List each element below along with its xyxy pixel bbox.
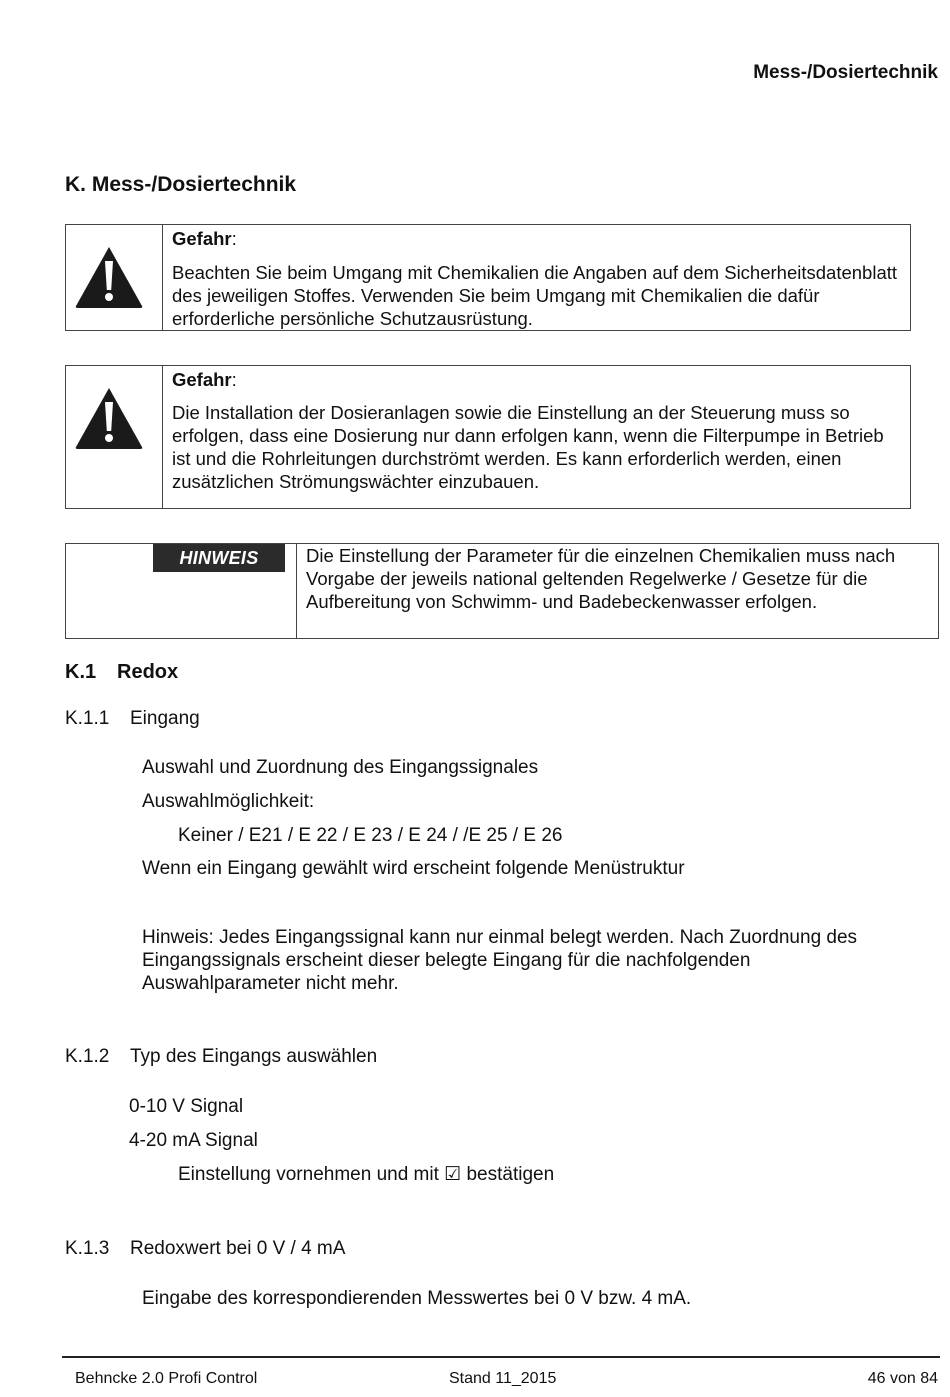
k12-option-2: 4-20 mA Signal bbox=[129, 1130, 258, 1151]
heading-k13-title: Redoxwert bei 0 V / 4 mA bbox=[130, 1238, 346, 1259]
k13-text: Eingabe des korrespondierenden Messwertes bei 0 V bzw. 4 mA. bbox=[142, 1288, 692, 1309]
heading-k12-number: K.1.2 bbox=[65, 1046, 110, 1067]
warning-box-1 bbox=[65, 224, 911, 331]
heading-k13-number: K.1.3 bbox=[65, 1238, 110, 1259]
heading-k1-title: Redox bbox=[117, 661, 179, 683]
k11-line-1: Auswahl und Zuordnung des Eingangssignales bbox=[142, 757, 539, 778]
notice-badge: HINWEIS bbox=[153, 544, 285, 572]
notice-label-cell bbox=[66, 544, 297, 638]
k11-line-2: Auswahlmöglichkeit: bbox=[142, 791, 315, 812]
footer-divider bbox=[62, 1356, 940, 1358]
heading-k11-number: K.1.1 bbox=[65, 708, 110, 729]
k11-options: Keiner / E21 / E 22 / E 23 / E 24 / /E 25 / E 26 bbox=[178, 825, 563, 846]
k12-option-1: 0-10 V Signal bbox=[129, 1096, 244, 1117]
warning-icon-cell bbox=[66, 366, 163, 508]
warning-box-2 bbox=[65, 365, 911, 509]
page-header-title: Mess-/Dosiertechnik bbox=[753, 62, 938, 83]
warning-text: Beachten Sie beim Umgang mit Chemikalien die Angaben auf dem Sicherheitsdatenblatt des jeweiligen Stoffes. Verwenden Sie beim Umgang mit Chemikalien die dafür erforderliche persönliche Schutzausrüstung. bbox=[172, 262, 898, 329]
warning-triangle-icon bbox=[74, 386, 144, 450]
warning-triangle-icon bbox=[74, 245, 144, 309]
k12-confirm: Einstellung vornehmen und mit ☑ bestätigen bbox=[178, 1164, 555, 1185]
notice-text: Die Einstellung der Parameter für die einzelnen Chemikalien muss nach Vorgabe der jeweils national geltenden Regelwerke / Gesetze für die Aufbereitung von Schwimm- und Badebeckenwasser erfolgen. bbox=[306, 545, 896, 612]
heading-k12-title: Typ des Eingangs auswählen bbox=[130, 1046, 378, 1067]
warning-label: Gefahr: bbox=[172, 228, 237, 249]
section-title: K. Mess-/Dosiertechnik bbox=[65, 173, 297, 196]
footer-page-number: 46 von 84 bbox=[867, 1370, 938, 1387]
heading-k1-number: K.1 bbox=[65, 661, 97, 683]
k11-line-3: Wenn ein Eingang gewählt wird erscheint folgende Menüstruktur bbox=[142, 858, 685, 879]
warning-label: Gefahr: bbox=[172, 369, 237, 390]
footer-left: Behncke 2.0 Profi Control bbox=[75, 1370, 258, 1387]
warning-icon-cell bbox=[66, 225, 163, 330]
footer-center: Stand 11_2015 bbox=[449, 1370, 557, 1387]
notice-box bbox=[65, 543, 939, 639]
warning-text: Die Installation der Dosieranlagen sowie die Einstellung an der Steuerung muss so erfolgen, dass eine Dosierung nur dann erfolgen kann, wenn die Filterpumpe in Betrieb ist und die Rohrleitungen durchströmt werden. Es kann erforderlich werden, einen zusätzlichen Strömungswächter einzubauen. bbox=[172, 402, 884, 492]
heading-k11-title: Eingang bbox=[130, 708, 200, 729]
k11-hint: Hinweis: Jedes Eingangssignal kann nur einmal belegt werden. Nach Zuordnung des Eingangssignals erscheint dieser belegte Eingang für die nachfolgenden Auswahlparameter nicht mehr. bbox=[142, 927, 858, 994]
